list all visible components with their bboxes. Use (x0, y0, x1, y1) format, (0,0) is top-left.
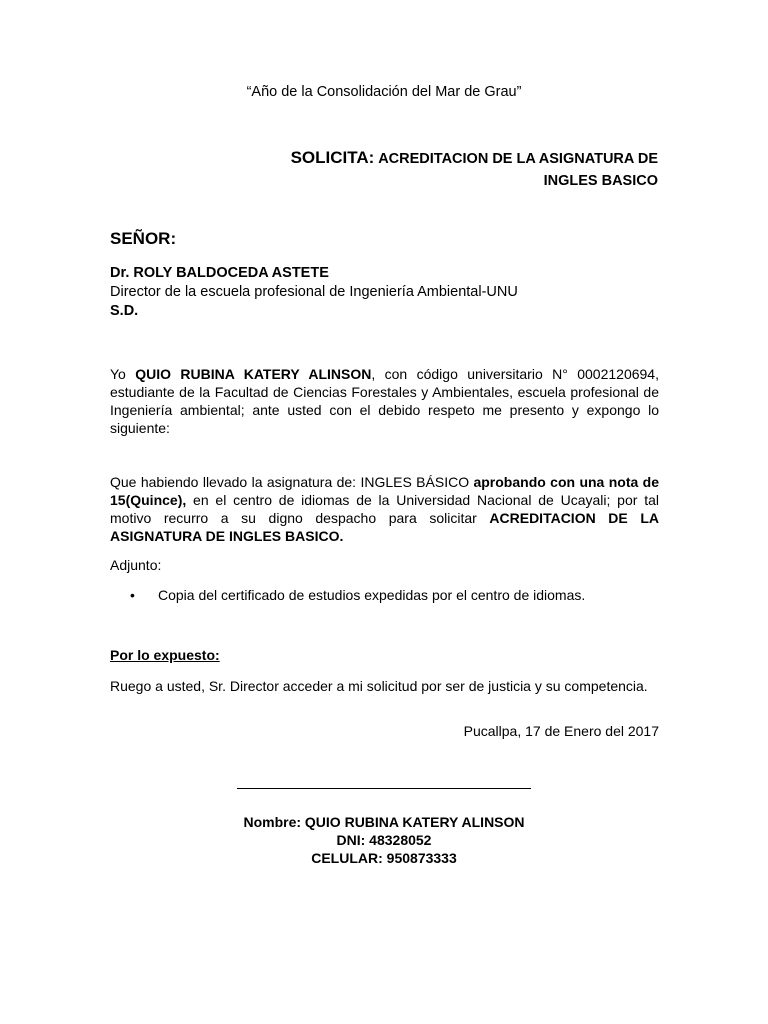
subject-line-2: INGLES BASICO (543, 173, 658, 189)
addressee-position: Director de la escuela profesional de Ingeniería Ambiental-UNU (110, 284, 518, 300)
paragraph-introduction (110, 365, 659, 437)
p1-student-name: QUIO RUBINA KATERY ALINSON (135, 366, 372, 382)
signature-dni: DNI: 48328052 (336, 832, 432, 848)
expuesto-heading (110, 647, 220, 663)
signature-line (237, 788, 531, 789)
paragraph-closing: Ruego a usted, Sr. Director acceder a mi solicitud por ser de justicia y su competencia. (110, 678, 648, 694)
subject-label: SOLICITA: (290, 148, 375, 167)
place-date: Pucallpa, 17 de Enero del 2017 (463, 723, 659, 739)
attachment-label: Adjunto: (110, 557, 162, 573)
attachment-item: Copia del certificado de estudios expedidas por el centro de idiomas. (158, 587, 586, 603)
p2-grade: aprobando con una nota de 15(Quince), (110, 474, 659, 508)
year-motto: “Año de la Consolidación del Mar de Grau” (246, 84, 522, 100)
salutation: SEÑOR: (110, 229, 177, 248)
p2-text-b: en el centro de idiomas de la Universidad Nacional de Ucayali; por tal motivo recurro a su digno despacho para solicitar (110, 492, 659, 526)
bullet-icon: • (130, 587, 135, 603)
paragraph-request (110, 473, 659, 545)
subject-line-1: ACREDITACION DE LA ASIGNATURA DE (378, 151, 658, 167)
addressee-name: Dr. ROLY BALDOCEDA ASTETE (110, 265, 329, 281)
expuesto-text: Por lo expuesto (110, 647, 216, 663)
signature-block (0, 813, 768, 867)
subject-block (228, 147, 658, 192)
p1-text-b: , con código universitario N° 0002120694, estudiante de la Facultad de Ciencias Forestales y Ambientales, escuela profesional de Ingeniería ambiental; ante usted con el debido respeto me presento y expongo lo siguiente: (110, 366, 659, 436)
p2-text-a: Que habiendo llevado la asignatura de: INGLES BÁSICO (110, 474, 474, 490)
signature-name: Nombre: QUIO RUBINA KATERY ALINSON (243, 814, 525, 830)
expuesto-colon: : (215, 647, 220, 663)
p1-text-a: Yo (110, 366, 136, 382)
addressee-sd: S.D. (110, 303, 139, 319)
addressee-block (110, 264, 670, 321)
p2-request-subject: ACREDITACION DE LA ASIGNATURA DE INGLES BASICO. (110, 510, 660, 544)
signature-phone: CELULAR: 950873333 (311, 850, 457, 866)
